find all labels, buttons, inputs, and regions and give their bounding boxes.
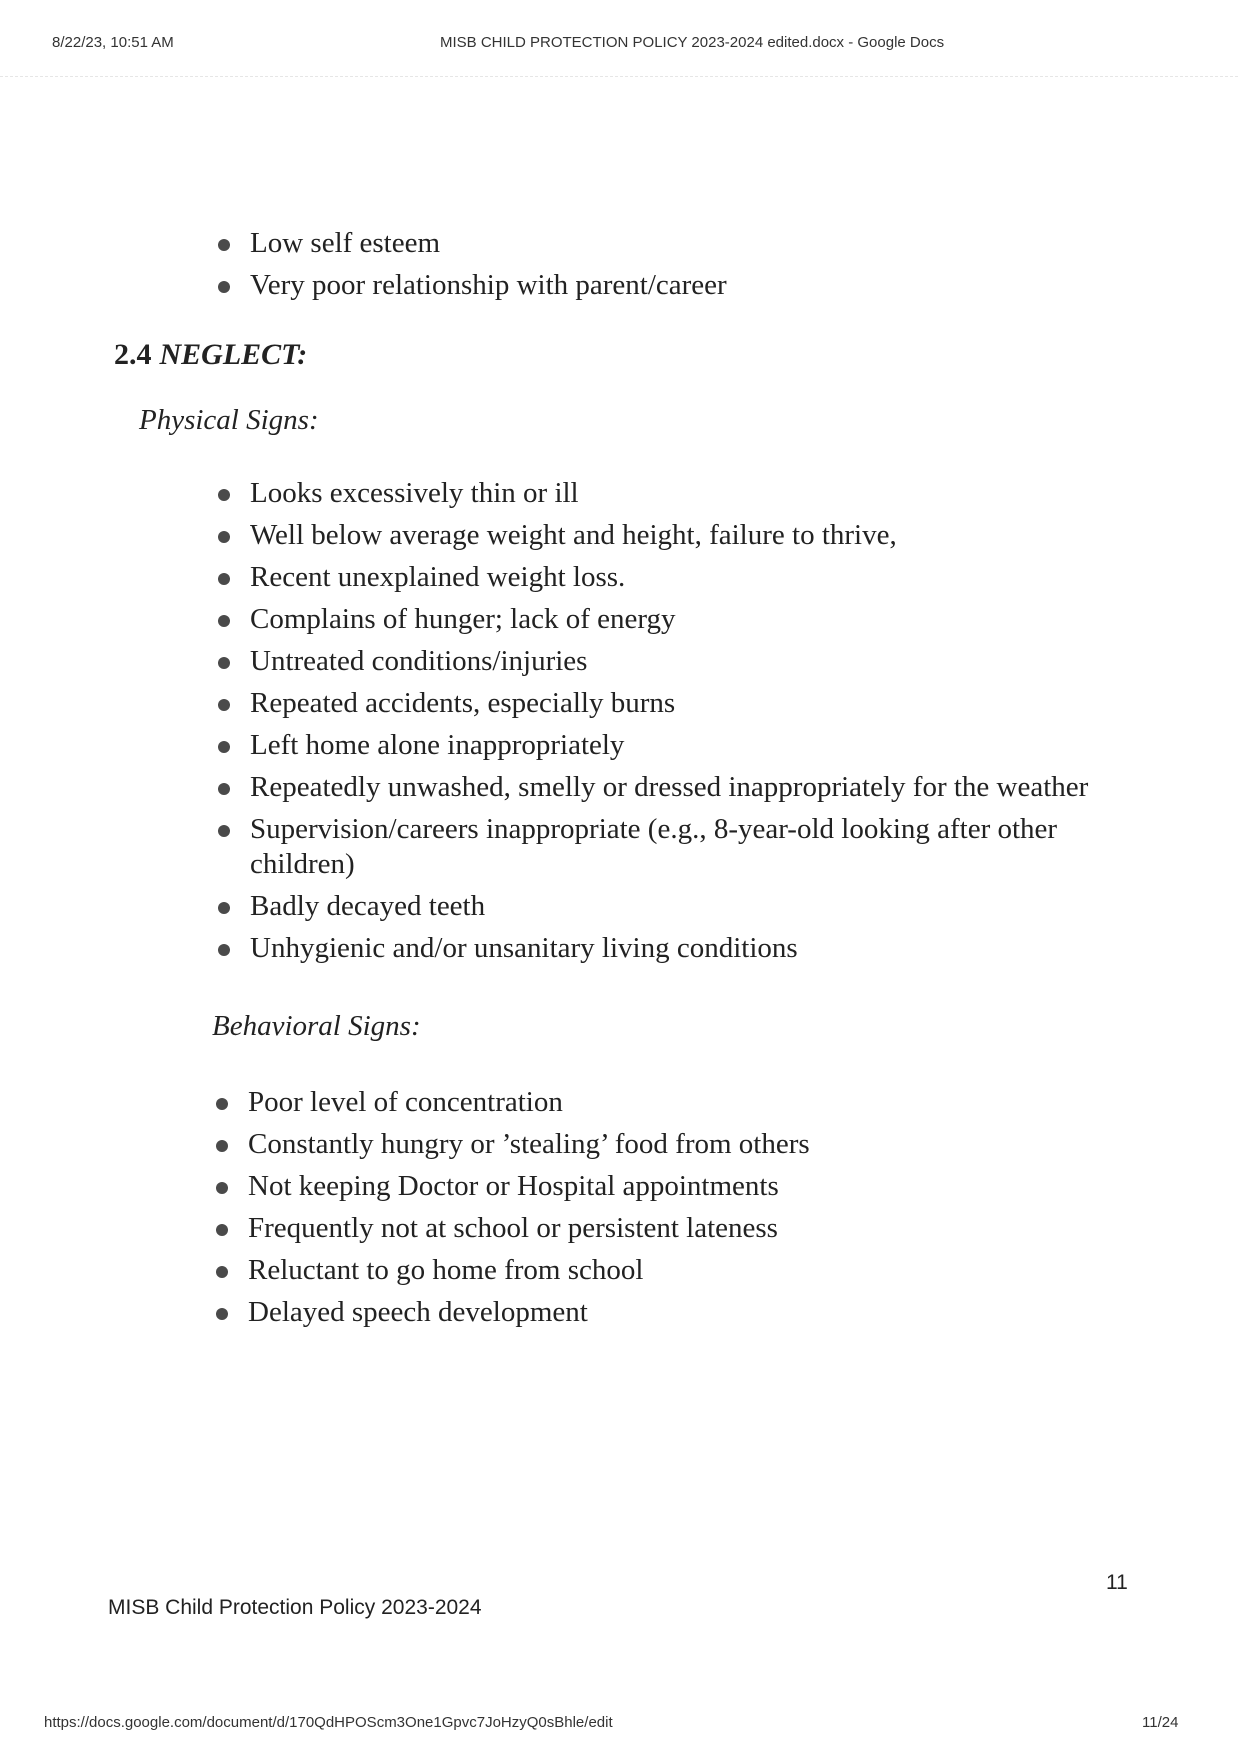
list-item-text: Constantly hungry or ’stealing’ food from others <box>248 1128 810 1160</box>
list-item-text: Repeatedly unwashed, smelly or dressed inappropriately for the weather <box>250 771 1089 803</box>
list-item-text: Not keeping Doctor or Hospital appointments <box>248 1170 779 1202</box>
list-item <box>216 1169 1116 1204</box>
list-item <box>218 560 1138 595</box>
physical-signs-heading: Physical Signs: <box>139 404 319 436</box>
list-item <box>216 1253 1116 1288</box>
list-item-text: Frequently not at school or persistent lateness <box>248 1212 778 1244</box>
bullet-icon <box>216 1182 228 1194</box>
print-document-title: MISB CHILD PROTECTION POLICY 2023-2024 edited.docx - Google Docs <box>440 34 945 51</box>
list-item-text: Well below average weight and height, failure to thrive, <box>250 519 897 551</box>
bullet-icon <box>218 657 230 669</box>
list-item <box>216 1211 1116 1246</box>
list-item-text: Recent unexplained weight loss. <box>250 561 626 593</box>
bullet-icon <box>218 531 230 543</box>
section-number: 2.4 <box>114 338 152 371</box>
bullet-icon <box>218 902 230 914</box>
list-item <box>218 889 1138 924</box>
bullet-icon <box>216 1140 228 1152</box>
bullet-icon <box>216 1308 228 1320</box>
list-item <box>218 268 1118 303</box>
list-item-text: Complains of hunger; lack of energy <box>250 603 676 635</box>
bullet-icon <box>218 615 230 627</box>
list-item-text: Low self esteem <box>250 227 441 259</box>
list-item <box>216 1085 1116 1120</box>
bullet-icon <box>216 1266 228 1278</box>
behavioral-signs-list <box>216 1085 1116 1337</box>
document-footer: MISB Child Protection Policy 2023-2024 <box>108 1596 482 1619</box>
list-item <box>218 931 1138 966</box>
print-datetime: 8/22/23, 10:51 AM <box>52 34 174 51</box>
list-item-text: Left home alone inappropriately <box>250 729 625 761</box>
list-item <box>218 226 1118 261</box>
list-item <box>218 728 1138 763</box>
bullet-icon <box>216 1098 228 1110</box>
bullet-icon <box>218 699 230 711</box>
print-header <box>0 34 1238 56</box>
section-title: NEGLECT: <box>159 338 308 371</box>
bullet-icon <box>218 489 230 501</box>
list-item-text: Reluctant to go home from school <box>248 1254 644 1286</box>
bullet-icon <box>218 825 230 837</box>
continued-bullet-list <box>218 226 1118 310</box>
list-item <box>218 770 1138 805</box>
list-item <box>218 602 1138 637</box>
section-heading <box>114 338 307 372</box>
bullet-icon <box>218 573 230 585</box>
list-item <box>218 476 1138 511</box>
print-footer <box>0 1714 1238 1736</box>
list-item <box>218 518 1138 553</box>
bullet-icon <box>218 944 230 956</box>
list-item-text: Supervision/careers inappropriate (e.g., 8-year-old looking after other children) <box>250 813 1058 880</box>
print-page-count: 11/24 <box>1142 1714 1179 1731</box>
list-item <box>216 1295 1116 1330</box>
bullet-icon <box>218 783 230 795</box>
list-item-text: Looks excessively thin or ill <box>250 477 579 509</box>
bullet-icon <box>218 281 230 293</box>
header-divider <box>0 76 1238 77</box>
behavioral-signs-heading: Behavioral Signs: <box>212 1010 421 1042</box>
list-item <box>216 1127 1116 1162</box>
page-number: 11 <box>1106 1571 1128 1594</box>
list-item <box>218 644 1138 679</box>
list-item-text: Very poor relationship with parent/career <box>250 269 727 301</box>
list-item-text: Repeated accidents, especially burns <box>250 687 676 719</box>
bullet-icon <box>216 1224 228 1236</box>
list-item-text: Untreated conditions/injuries <box>250 645 588 677</box>
list-item-text: Unhygienic and/or unsanitary living conditions <box>250 932 798 964</box>
bullet-icon <box>218 741 230 753</box>
list-item <box>218 812 1138 882</box>
list-item-text: Badly decayed teeth <box>250 890 486 922</box>
list-item <box>218 686 1138 721</box>
list-item-text: Poor level of concentration <box>248 1086 563 1118</box>
physical-signs-list <box>218 476 1138 973</box>
list-item-text: Delayed speech development <box>248 1296 588 1328</box>
bullet-icon <box>218 239 230 251</box>
document-url: https://docs.google.com/document/d/170QdHPOScm3One1Gpvc7JoHzyQ0sBhle/edit <box>44 1714 613 1731</box>
